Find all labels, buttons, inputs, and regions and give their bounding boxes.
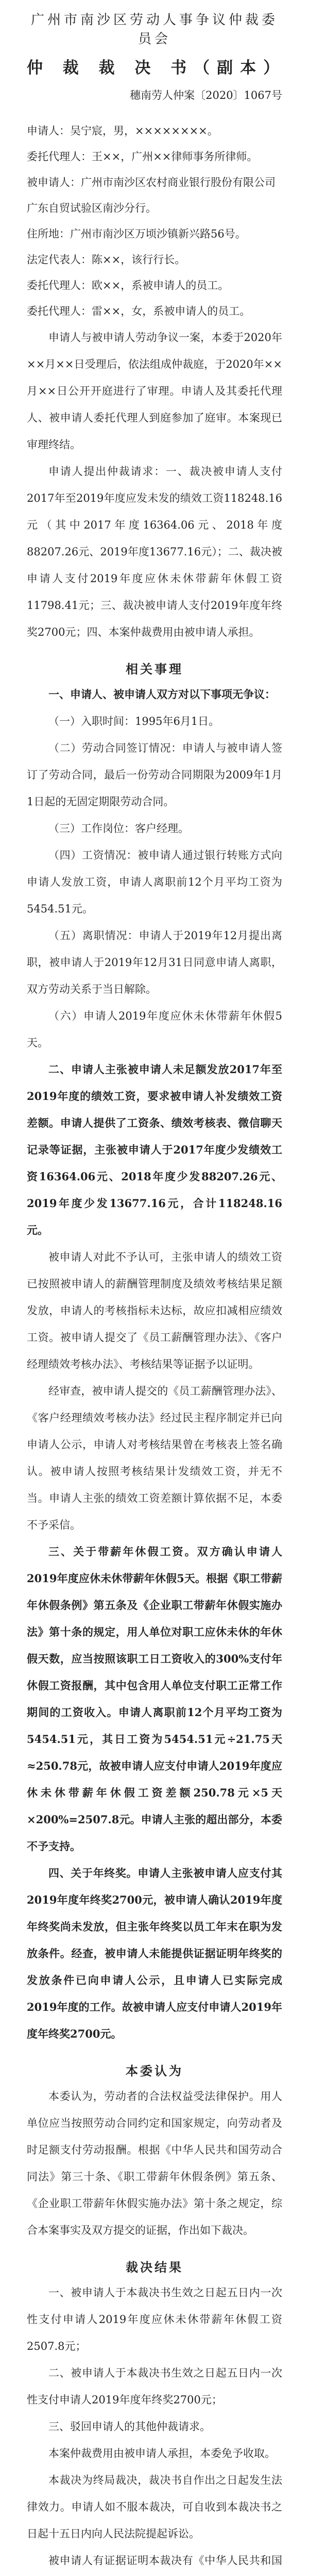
party-line: 委托代理人：欧××，系被申请人的员工。: [27, 279, 229, 292]
party-line: 被申请人：广州市南沙区农村商业银行股份有限公司广东自贸试验区南沙分行。: [27, 176, 276, 214]
party-info: [27, 118, 282, 324]
result-item: 一、被申请人于本裁决书生效之日起五日内一次性支付申请人2019年度应休未休带薪年休假工资2507.8元；: [27, 2286, 282, 2352]
result-item: 三、驳回申请人的其他仲裁请求。: [48, 2420, 211, 2433]
intro-paragraph: 申请人与被申请人劳动争议一案，本委于2020年××月××日受理后，依法组成仲裁庭，于2020年××月××日公开开庭进行了审理。申请人及其委托代理人、被申请人委托代理人到庭参加了庭审。本案现已审理终结。: [27, 331, 282, 451]
result-item: 本案仲裁费用由被申请人承担，本委免予收取。: [48, 2447, 276, 2460]
party-line: 委托代理人：王××，广州××律师事务所律师。: [27, 150, 258, 163]
reasoning-heading: 本委认为: [126, 2063, 183, 2078]
claims-paragraph: 申请人提出仲裁请求：一、裁决被申请人支付2017年至2019年度应发未发的绩效工资118248.16元（其中2017年度16364.06元、2018年度88207.26元、2019年度13677.16元）；二、裁决被申请人支付2019年度应休未休带薪年休假工资11798.41元；三、裁决被申请人支付2019年度年终奖2700元；四、本案仲裁费用由被申请人承担。: [27, 465, 282, 638]
party-line: 申请人：吴宁宸，男，××××××××。: [27, 125, 218, 137]
facts-paragraph: 被申请人对此不予认可，主张申请人的绩效工资已按照被申请人的薪酬管理制度及绩效考核结果足额发放，申请人的考核指标未达标，故应扣减相应绩效工资。被申请人提交了《员工薪酬管理办法》、《客户经理绩效考核办法》、考核结果等证据予以证明。: [27, 1251, 282, 1370]
result-heading: 裁决结果: [126, 2260, 183, 2275]
facts-paragraph: （二）劳动合同签订情况：申请人与被申请人签订了劳动合同，最后一份劳动合同期限为2009年1月1日起的无固定期限劳动合同。: [27, 742, 282, 808]
facts-heading: 相关事理: [126, 662, 183, 676]
facts-paragraph: 三、关于带薪年休假工资。双方确认申请人2019年度应休未休带薪年休假5天。根据《职工带薪年休假条例》第五条及《企业职工带薪年休假实施办法》第十条的规定，用人单位对职工应休未休的年休假天数，应当按照该职工日工资收入的300%支付年休假工资报酬，其中包含用人单位支付职工正常工作期间的工资收入。申请人离职前12个月平均工资为5454.51元，其日工资为5454.51元÷21.75天≈250.78元，故被申请人应支付申请人2019年度应休未休带薪年休假工资差额250.78元×5天×200%=2507.8元。申请人主张的超出部分，本委不予支持。: [27, 1545, 282, 1853]
intro-section: [27, 324, 282, 646]
facts-paragraph: （三）工作岗位：客户经理。: [48, 822, 189, 835]
facts-paragraph: 经审查，被申请人提交的《员工薪酬管理办法》、《客户经理绩效考核办法》经过民主程序制定并已向申请人公示，申请人对考核结果曾在考核表上签名确认。被申请人按照考核结果计发绩效工资，并无不当。申请人主张的绩效工资差额计算依据不足，本委不予采信。: [27, 1385, 282, 1531]
facts-paragraph: （一）入职时间：1995年6月1日。: [48, 715, 220, 727]
reasoning-section: [27, 2083, 282, 2244]
party-line: 法定代表人：陈××，该行行长。: [27, 253, 186, 266]
issuing-authority: 广州市南沙区劳动人事争议仲裁委员会: [30, 12, 278, 47]
facts-paragraph: （六）申请人2019年度应休未休带薪年休假5天。: [27, 1010, 282, 1049]
case-number: 穗南劳人仲案〔2020〕1067号: [130, 89, 282, 101]
facts-paragraph: 二、申请人主张被申请人未足额发放2017年至2019年度的绩效工资，要求被申请人补发绩效工资差额。申请人提供了工资条、绩效考核表、微信聊天记录等证据，主张被申请人于2017年度少发绩效工资16364.06元、2018年度少发88207.26元、2019年度少发13677.16元，合计118248.16元。: [27, 1063, 282, 1236]
result-section: [27, 2279, 282, 2576]
reasoning-paragraph: 本委认为，劳动者的合法权益受法律保护。用人单位应当按照劳动合同约定和国家规定，向劳动者及时足额支付劳动报酬。根据《中华人民共和国劳动合同法》第三十条、《职工带薪年休假条例》第五条、《企业职工带薪年休假实施办法》第十条之规定，综合本案事实及双方提交的证据，作出如下裁决。: [27, 2090, 282, 2236]
party-line: 委托代理人：雷××，女，系被申请人的员工。: [27, 305, 251, 317]
facts-paragraph: 一、申请人、被申请人双方对以下事项无争议：: [48, 688, 276, 701]
document-title: 仲 裁 裁 决 书（副本）: [27, 59, 287, 77]
facts-section: [27, 681, 282, 2047]
result-item: 二、被申请人于本裁决书生效之日起五日内一次性支付申请人2019年度年终奖2700元；: [27, 2367, 282, 2406]
result-item: 被申请人有证据证明本裁决有《中华人民共和国: [48, 2554, 282, 2567]
facts-paragraph: 四、关于年终奖。申请人主张被申请人应支付其2019年度年终奖2700元，被申请人确认2019年度年终奖尚未发放，但主张年终奖以员工年末在职为发放条件。经查，被申请人未能提供证据证明年终奖的发放条件已向申请人公示，且申请人已实际完成2019年度的工作。故被申请人应支付申请人2019年度年终奖2700元。: [27, 1867, 282, 2040]
facts-paragraph: （五）离职情况：申请人于2019年12月提出离职，被申请人于2019年12月31日同意申请人离职，双方劳动关系于当日解除。: [27, 929, 282, 995]
party-line: 住所地：广州市南沙区万顷沙镇新兴路56号。: [27, 228, 246, 240]
facts-paragraph: （四）工资情况：被申请人通过银行转账方式向申请人发放工资，申请人离职前12个月平均工资为5454.51元。: [27, 849, 282, 915]
result-item: 本裁决为终局裁决，裁决书自作出之日起发生法律效力。申请人如不服本裁决，可自收到本裁决书之日起十五日内向人民法院提起诉讼。: [27, 2474, 282, 2540]
